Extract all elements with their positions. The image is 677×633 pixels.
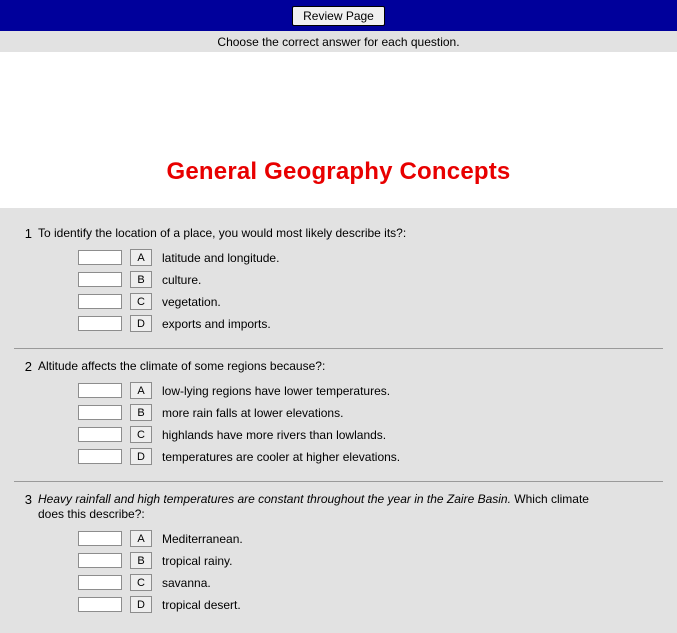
question-text-main: To identify the location of a place, you would most likely describe its?: <box>38 226 407 240</box>
option-letter-button[interactable]: B <box>130 271 152 288</box>
answer-input[interactable] <box>78 316 122 331</box>
option-row <box>78 448 663 465</box>
option-row <box>78 249 663 266</box>
answer-input[interactable] <box>78 405 122 420</box>
option-row <box>78 426 663 443</box>
question-header <box>14 488 663 524</box>
option-row <box>78 382 663 399</box>
question-number: 3 <box>24 492 32 507</box>
quiz-area <box>0 208 677 633</box>
review-page-button[interactable]: Review Page <box>292 6 385 26</box>
instruction-bar <box>0 31 677 52</box>
option-row <box>78 271 663 288</box>
question-text-main: Altitude affects the climate of some regions because?: <box>38 359 326 373</box>
answer-input[interactable] <box>78 294 122 309</box>
answer-input[interactable] <box>78 250 122 265</box>
question-block <box>0 349 677 475</box>
option-row <box>78 552 663 569</box>
question-text <box>38 226 663 241</box>
instruction-text: Choose the correct answer for each question. <box>217 34 460 49</box>
options-list <box>78 249 663 332</box>
option-text: savanna. <box>162 575 211 590</box>
option-text: culture. <box>162 272 202 287</box>
option-letter-button[interactable]: A <box>130 382 152 399</box>
option-letter-button[interactable]: C <box>130 426 152 443</box>
option-letter-button[interactable]: C <box>130 293 152 310</box>
option-letter-button[interactable]: D <box>130 315 152 332</box>
option-text: exports and imports. <box>162 316 271 331</box>
question-header <box>14 355 663 376</box>
question-number: 2 <box>24 359 32 374</box>
answer-input[interactable] <box>78 553 122 568</box>
option-row <box>78 530 663 547</box>
answer-input[interactable] <box>78 531 122 546</box>
option-text: vegetation. <box>162 294 221 309</box>
question-header <box>14 222 663 243</box>
option-text: tropical rainy. <box>162 553 233 568</box>
answer-input[interactable] <box>78 383 122 398</box>
option-letter-button[interactable]: A <box>130 249 152 266</box>
options-list <box>78 382 663 465</box>
answer-input[interactable] <box>78 597 122 612</box>
question-text <box>38 359 663 374</box>
question-block <box>0 482 677 623</box>
option-text: low-lying regions have lower temperatures. <box>162 383 391 398</box>
option-row <box>78 596 663 613</box>
option-letter-button[interactable]: D <box>130 448 152 465</box>
question-text <box>38 492 663 522</box>
question-text-main: Which climate does this describe?: <box>38 492 589 521</box>
answer-input[interactable] <box>78 575 122 590</box>
top-navigation-bar <box>0 0 677 31</box>
option-text: highlands have more rivers than lowlands. <box>162 427 387 442</box>
option-letter-button[interactable]: D <box>130 596 152 613</box>
option-text: latitude and longitude. <box>162 250 280 265</box>
page-title: General Geography Concepts <box>0 158 677 208</box>
answer-input[interactable] <box>78 272 122 287</box>
option-text: tropical desert. <box>162 597 241 612</box>
answer-input[interactable] <box>78 427 122 442</box>
option-row <box>78 315 663 332</box>
option-text: more rain falls at lower elevations. <box>162 405 344 420</box>
option-row <box>78 293 663 310</box>
option-text: temperatures are cooler at higher elevations. <box>162 449 401 464</box>
question-number: 1 <box>24 226 32 241</box>
option-letter-button[interactable]: B <box>130 404 152 421</box>
header-spacer <box>0 52 677 158</box>
answer-input[interactable] <box>78 449 122 464</box>
option-letter-button[interactable]: B <box>130 552 152 569</box>
option-letter-button[interactable]: C <box>130 574 152 591</box>
question-block <box>0 216 677 342</box>
option-letter-button[interactable]: A <box>130 530 152 547</box>
option-row <box>78 404 663 421</box>
options-list <box>78 530 663 613</box>
option-row <box>78 574 663 591</box>
option-text: Mediterranean. <box>162 531 243 546</box>
question-text-italic: Heavy rainfall and high temperatures are constant throughout the year in the Zaire Basin. <box>38 492 511 506</box>
